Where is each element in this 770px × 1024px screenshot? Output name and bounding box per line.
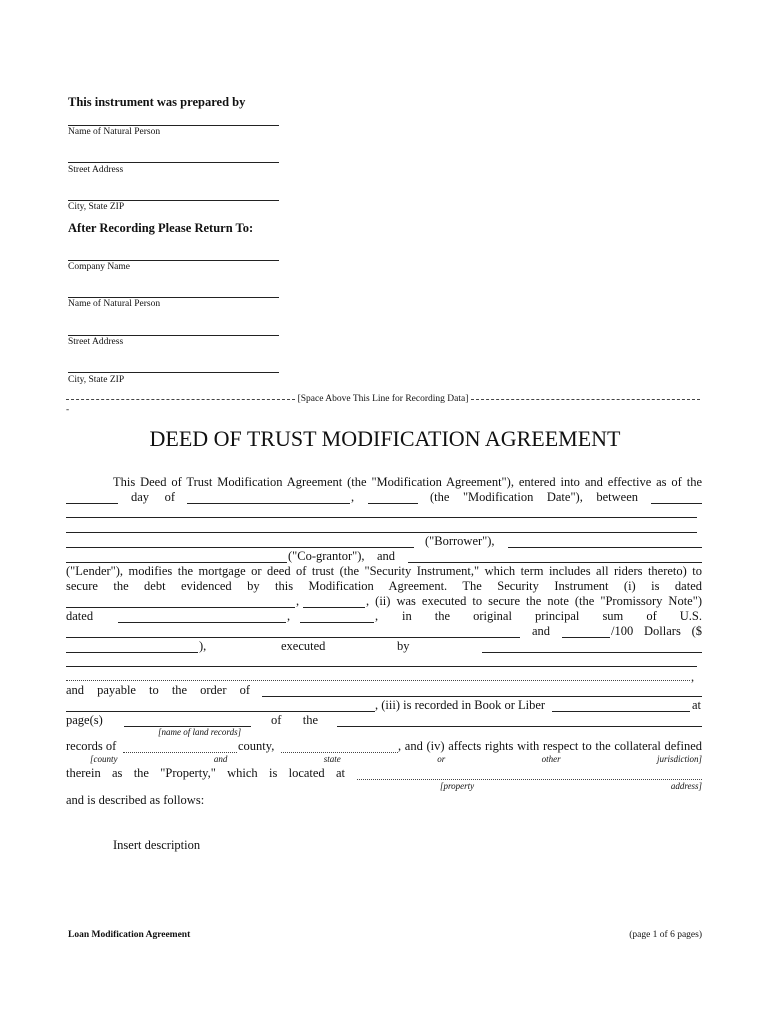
text: , (ii) was executed to secure the note (the "Promissory Note") <box>366 594 702 608</box>
field-label: Name of Natural Person <box>68 127 161 137</box>
recording-label: [Space Above This Line for Recording Data] <box>297 394 469 404</box>
text: ), <box>199 639 207 653</box>
month-field[interactable] <box>187 503 350 504</box>
text: ("Co-grantor"), and <box>288 549 395 563</box>
text: ("Borrower"), <box>425 534 495 548</box>
text: dated <box>66 609 94 623</box>
text: , <box>287 609 291 623</box>
text: , <box>375 609 379 623</box>
text: therein as the "Property," which is located at <box>66 766 345 780</box>
party-line[interactable] <box>66 517 697 518</box>
payee-line[interactable] <box>66 711 375 712</box>
executed-by-line[interactable] <box>66 680 690 681</box>
text: secure the debt evidenced by this Modification Agreement. The Security Instrument (i) is dated <box>66 579 702 593</box>
text: by <box>397 639 410 653</box>
executed-by-line[interactable] <box>66 666 697 667</box>
text: at <box>692 698 702 712</box>
cents-field[interactable] <box>562 637 610 638</box>
text: and is described as follows: <box>66 793 205 807</box>
book-field[interactable] <box>552 711 690 712</box>
text: , (iii) is recorded in Book or Liber <box>375 698 546 712</box>
property-address-field[interactable] <box>357 779 702 780</box>
page-number: (page 1 of 6 pages) <box>629 930 702 940</box>
security-year-field[interactable] <box>303 607 365 608</box>
field-label: Company Name <box>68 262 131 272</box>
hint: [property address] <box>440 781 702 791</box>
footer-title: Loan Modification Agreement <box>68 930 191 940</box>
text: in the original principal sum of U.S. <box>402 609 702 623</box>
text: ("Lender"), modifies the mortgage or deed of trust (the "Security Instrument," which term includes all riders thereto) to <box>66 564 702 578</box>
cograntor-field[interactable] <box>508 547 702 548</box>
land-records-field[interactable] <box>337 726 702 727</box>
hint: [county and state or other jurisdiction] <box>90 754 702 764</box>
text: (the "Modification Date"), between <box>430 490 638 504</box>
text: , and (iv) affects rights with respect to the collateral defined <box>398 739 702 753</box>
field-label: Street Address <box>68 337 124 347</box>
field-label: City, State ZIP <box>68 202 125 212</box>
field-label: City, State ZIP <box>68 375 125 385</box>
text: /100 Dollars ($ <box>611 624 702 638</box>
return-to-heading: After Recording Please Return To: <box>68 221 254 235</box>
security-date-field[interactable] <box>66 607 295 608</box>
recording-separator <box>66 393 700 405</box>
executed-by-field[interactable] <box>482 652 702 653</box>
text: of the <box>271 713 318 727</box>
principal-amount-field[interactable] <box>66 652 198 653</box>
text: , <box>691 670 695 684</box>
dashed-line <box>471 399 700 400</box>
text: , <box>296 594 300 608</box>
note-date-field[interactable] <box>118 622 286 623</box>
note-year-field[interactable] <box>300 622 374 623</box>
description-placeholder[interactable]: Insert description <box>113 838 201 852</box>
field-label: Name of Natural Person <box>68 299 161 309</box>
text: records of <box>66 739 117 753</box>
intro-text: This Deed of Trust Modification Agreement (the "Modification Agreement"), entered into and effective as of the <box>113 475 702 489</box>
party-field[interactable] <box>651 503 702 504</box>
field-label: Street Address <box>68 165 124 175</box>
text: county, <box>238 739 275 753</box>
return-city-field[interactable] <box>68 372 279 373</box>
dash: - <box>66 405 70 415</box>
text: executed <box>281 639 326 653</box>
state-field[interactable] <box>281 752 398 753</box>
dashed-line <box>66 399 295 400</box>
text: and <box>532 624 551 638</box>
prepared-by-heading: This instrument was prepared by <box>68 95 246 109</box>
year-field[interactable] <box>368 503 418 504</box>
text: day of <box>131 490 175 504</box>
text: and payable to the order of <box>66 683 250 697</box>
text: page(s) <box>66 713 103 727</box>
text: , <box>351 490 355 504</box>
prepared-street-field[interactable] <box>68 162 279 163</box>
party-line[interactable] <box>66 532 697 533</box>
document-title: DEED OF TRUST MODIFICATION AGREEMENT <box>149 426 621 451</box>
county-field[interactable] <box>123 752 237 753</box>
hint: [name of land records] <box>158 727 242 737</box>
day-field[interactable] <box>66 503 118 504</box>
